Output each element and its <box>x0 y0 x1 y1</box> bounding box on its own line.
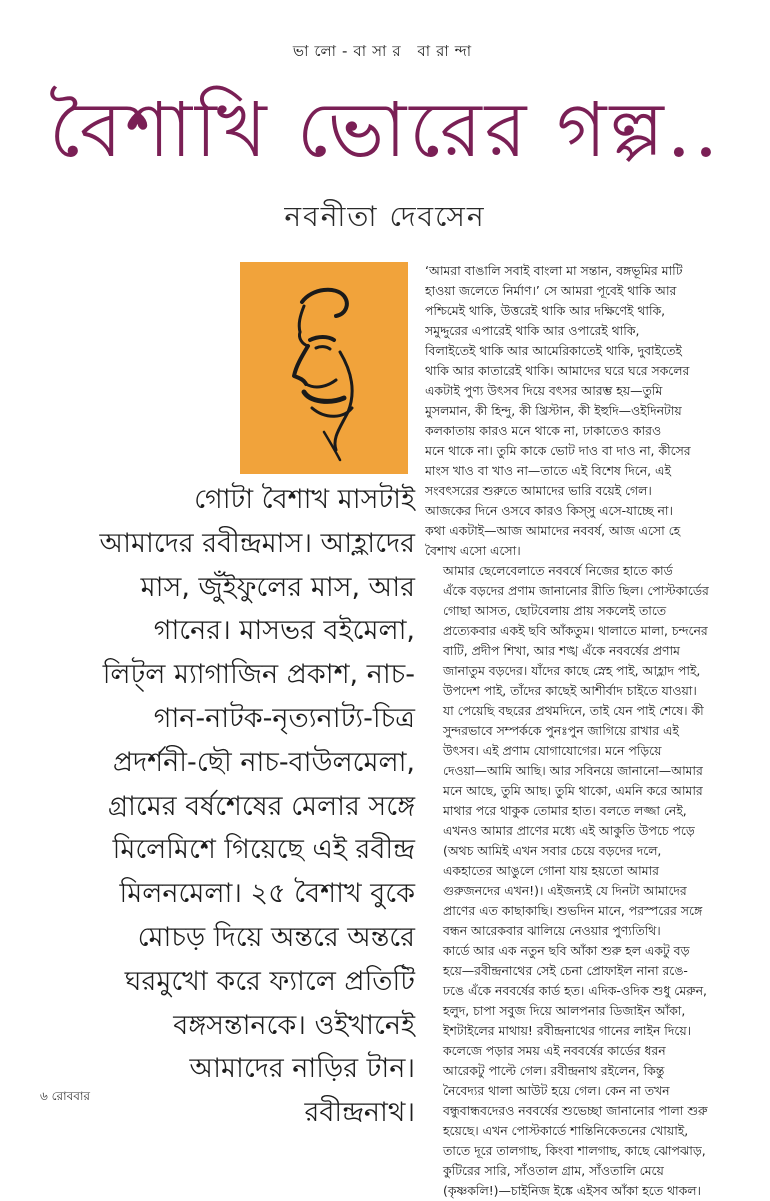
body-line: বন্ধুবান্ধবদেরও নববর্ষের শুভেচ্ছা জানানোর পালা শুরু <box>443 1103 708 1118</box>
article-title: বৈশাখি ভোরের গল্প.. <box>48 85 722 174</box>
pull-quote <box>70 478 415 1135</box>
pull-quote-line: মিলনমেলা। ২৫ বৈশাখ বুকে <box>119 878 415 910</box>
body-line: মাথার পরে থাকুক তোমার হাত। বলতে লজ্জা নেই, <box>443 803 687 818</box>
body-line: আজকের দিনে ওসবে কারও কিস্সু এসে-যাচ্ছে না। <box>425 503 673 518</box>
pull-quote-line: লিট্‌ল ম্যাগাজিন প্রকাশ, নাচ- <box>102 659 415 691</box>
body-line: উৎসব। এই প্রণাম যোগাযোগের। মনে পড়িয়ে <box>443 743 662 758</box>
body-line: নৈবেদ্যর থালা আউট হয়ে গেল। কেন না তখন <box>443 1083 670 1098</box>
body-line: যা পেয়েছি বছরের প্রথমদিনে, তাই যেন পাই শেষে। কী <box>443 703 704 718</box>
body-line: বন্ধন আরেকবার ঝালিয়ে নেওয়ার পুণ্যতিথি। <box>443 923 661 938</box>
page-footer <box>40 1088 90 1108</box>
body-line: মাংস খাও বা খাও না—তাতে এই বিশেষ দিনে, এই <box>425 463 671 478</box>
body-line: জানাতুম বড়দের। যাঁদের কাছে স্নেহ পাই, আহ্লাদ পাই, <box>443 663 701 678</box>
body-line: গোছা আসত, ছোটবেলায় প্রায় সকলেই তাতে <box>443 603 667 618</box>
body-line: একহাতের আঙুলে গোনা যায় হয়তো আমার <box>443 863 659 878</box>
pull-quote-line: গ্রামের বর্ষশেষের মেলার সঙ্গে <box>107 790 415 822</box>
footer-section: রোববার <box>51 1089 91 1103</box>
body-line: হলুদ, চাপা সবুজ দিয়ে আলপনার ডিজাইন আঁকা, <box>443 1003 686 1018</box>
page-number: ৬ <box>40 1089 48 1103</box>
body-line: কার্ডে আর এক নতুন ছবি আঁকা শুরু হল একটু বড় <box>443 943 690 958</box>
pull-quote-line: প্রদর্শনী-ছৌ নাচ-বাউলমেলা, <box>112 746 415 778</box>
body-line: পশ্চিমেই থাকি, উত্তরেই থাকি আর দক্ষিণেই থাকি, <box>425 303 666 318</box>
body-line: ইশটাইলের মাথায়! রবীন্দ্রনাথের গানের লাইন দিয়ে। <box>443 1023 692 1038</box>
body-line: মনে থাকে না। তুমি কাকে ভোট দাও বা দাও না, কীসের <box>425 443 691 458</box>
body-line: একটাই পুণ্য উৎসব দিয়ে বৎসর আরম্ভ হয়—তুমি <box>425 383 663 398</box>
body-line: কলেজে পড়ার সময় এই নববর্ষের কার্ডের ধরন <box>443 1043 666 1058</box>
paragraph-2 <box>425 561 710 941</box>
body-line: প্রাণের এত কাছাকাছি। শুভদিন মানে, পরস্পরের সঙ্গে <box>443 903 703 918</box>
body-line: মুসলমান, কী হিন্দু, কী খ্রিস্টান, কী ইহুদি—ওইদিনটায় <box>425 403 682 418</box>
body-line: ‘আমরা বাঙালি সবাই বাংলা মা সন্তান, বঙ্গভূমির মাটি <box>425 263 683 278</box>
body-line: বৈশাখ এসো এসো। <box>425 543 521 558</box>
body-line: এখনও আমার প্রাণের মধ্যে এই আকুতি উপচে পড়ে <box>443 823 695 838</box>
paragraph-3 <box>425 941 710 1201</box>
pull-quote-line: ঘরমুখো করে ফ্যালে প্রতিটি <box>124 965 415 997</box>
section-kicker: ভালো-বাসার বারান্দা <box>292 42 478 60</box>
body-line: প্রত্যেকবার একই ছবি আঁকতুম। থালাতে মালা, চন্দনের <box>443 623 708 638</box>
pull-quote-line: আমাদের নাড়ির টান। <box>189 1053 415 1085</box>
body-line: থাকি আর কাতারেই থাকি। আমাদের ঘরে ঘরে সকলের <box>425 363 690 378</box>
body-line: (অথচ আমিই এখন সবার চেয়ে বড়দের দলে, <box>443 843 662 858</box>
body-line: কথা একটাই—আজ আমাদের নববর্ষ, আজ এসো হে <box>425 523 681 538</box>
body-line: মনে আছে, তুমি আছ। তুমি থাকো, এমনি করে আমার <box>443 783 703 798</box>
pull-quote-line: রবীন্দ্রনাথ। <box>304 1097 415 1129</box>
body-line: কুটিরের সারি, সাঁওতাল গ্রাম, সাঁওতালি মেয়ে <box>443 1163 664 1178</box>
body-line: বাটি, প্রদীপ শিখা, আর শঙ্খ এঁকে নববর্ষের প্রণাম <box>443 643 680 658</box>
pull-quote-line: মিলেমিশে গিয়েছে এই রবীন্দ্র <box>112 834 415 866</box>
pull-quote-line: বঙ্গসন্তানকে। ওইখানেই <box>173 1009 415 1041</box>
body-line: উপদেশ পাই, তাঁদের কাছেই আশীর্বাদ চাইতে যাওয়া। <box>443 683 697 698</box>
body-line: সংবৎসরের শুরুতে আমাদের ভারি বয়েই গেল। <box>425 483 652 498</box>
body-line: হাওয়া জলেতে নির্মাণ।’ সে আমরা পূবেই থাকি আর <box>425 283 677 298</box>
body-line: দেওয়া—আমি আছি। আর সবিনয়ে জানানো—আমার <box>443 763 703 778</box>
pull-quote-line: গানের। মাসভর বইমেলা, <box>153 615 415 647</box>
body-column <box>425 261 710 1201</box>
body-line: বিলাইতেই থাকি আর আমেরিকাতেই থাকি, দুবাইতেই <box>425 343 682 358</box>
paragraph-1 <box>425 261 710 561</box>
body-line: আমার ছেলেবেলাতে নববর্ষে নিজের হাতে কার্ড <box>443 563 673 578</box>
body-line: কলকাতায় কারও মনে থাকে না, ঢাকাতেও কারও <box>425 423 662 438</box>
body-line: এঁকে বড়দের প্রণাম জানানোর রীতি ছিল। পোস্টকার্ডের <box>443 583 709 598</box>
pull-quote-line: আমাদের রবীন্দ্রমাস। আহ্লাদের <box>99 527 415 559</box>
body-line: ঢঙে এঁকে নববর্ষের কার্ড হত। এদিক-ওদিক শুধু মেরুন, <box>443 983 707 998</box>
pull-quote-line: গান-নাটক-নৃত্যনাট্য-চিত্র <box>153 702 415 734</box>
portrait-illustration <box>240 262 408 474</box>
body-line: হয়ে—রবীন্দ্রনাথের সেই চেনা প্রোফাইল নানা রঙে- <box>443 963 688 978</box>
pull-quote-line: গোটা বৈশাখ মাসটাই <box>194 484 415 515</box>
body-line: তাতে দূরে তালগাছ, কিংবা শালগাছ, কাছে ঝোপঝাড়, <box>443 1143 706 1158</box>
body-line: (কৃষ্ণকলি!)—চাইনিজ ইঙ্কে এইসব আঁকা হতে থাকল। <box>443 1183 701 1198</box>
pull-quote-line: মাস, জুঁইফুলের মাস, আর <box>140 571 415 603</box>
article-author: নবনীতা দেবসেন <box>284 200 486 233</box>
body-line: হয়েছে। এখন পোস্টকার্ডে শান্তিনিকেতনের খোয়াই, <box>443 1123 689 1138</box>
body-line: সমুদ্দুরের এপারেই থাকি আর ওপারেই থাকি, <box>425 323 640 338</box>
pull-quote-line: মোচড় দিয়ে অন্তরে অন্তরে <box>137 921 415 953</box>
rabindranath-profile-sketch-icon <box>240 262 408 474</box>
body-line: গুরুজনদের এখন!)। এইজন্যই যে দিনটা আমাদের <box>443 883 687 898</box>
body-line: আরেকটু পাল্টে গেল। রবীন্দ্রনাথ রইলেন, কিন্তু <box>443 1063 665 1078</box>
body-line: সুন্দরভাবে সম্পর্ককে পুনঃপুন জাগিয়ে রাখার এই <box>443 723 679 738</box>
